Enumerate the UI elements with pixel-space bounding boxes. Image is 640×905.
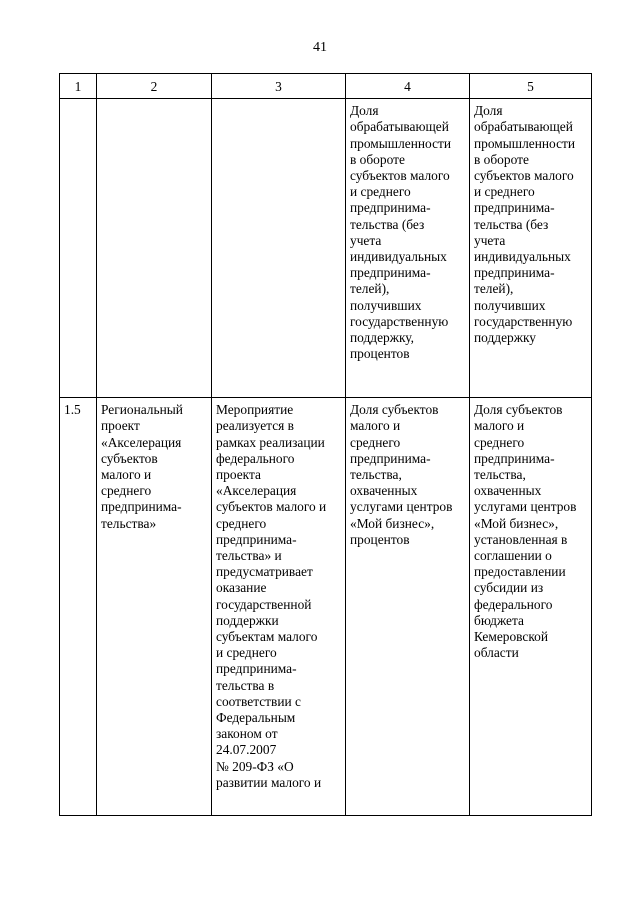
table-cell-indicator-alt	[470, 99, 592, 398]
cell-text: 1.5	[64, 402, 81, 418]
table-cell-number	[60, 99, 97, 398]
cell-text: Региональный проект «Акселерация субъектов малого и среднего предпринима- тельства»	[101, 402, 183, 531]
header-cell-1: 1	[60, 74, 97, 99]
header-cell-3: 3	[212, 74, 346, 99]
table-cell-project	[97, 99, 212, 398]
table-cell-project	[97, 398, 212, 816]
cell-text: Мероприятие реализуется в рамках реализации федерального проекта «Акселерация субъектов малого и среднего предпринима- тельства» и предусматривает оказание государственной поддержки субъектам малого и среднего предпринима- тельства в соответствии с Федеральным законом от 24.07.2007 № 209-ФЗ «О развитии малого и	[216, 402, 327, 790]
table-cell-number	[60, 398, 97, 816]
table-row	[60, 398, 592, 816]
table-cell-indicator	[346, 99, 470, 398]
table-cell-indicator	[346, 398, 470, 816]
page-number: 41	[313, 40, 327, 55]
table-cell-description	[212, 398, 346, 816]
table-row	[60, 99, 592, 398]
cell-text: Доля субъектов малого и среднего предпринима- тельства, охваченных услугами центров «Мой бизнес», процентов	[350, 402, 453, 547]
cell-text: Доля субъектов малого и среднего предпринима- тельства, охваченных услугами центров «Мой бизнес», установленная в соглашении о предоставлении субсидии из федерального бюджета Кемеровской области	[474, 402, 577, 661]
header-cell-4: 4	[346, 74, 470, 99]
table-cell-description	[212, 99, 346, 398]
cell-text: Доля обрабатывающей промышленности в обороте субъектов малого и среднего предпринима- тельства (без учета индивидуальных предпринима- телей), получивших государственную поддержку, процентов	[350, 103, 452, 362]
document-table	[59, 73, 592, 816]
table-cell-indicator-alt	[470, 398, 592, 816]
cell-text: Доля обрабатывающей промышленности в обороте субъектов малого и среднего предпринима- тельства (без учета индивидуальных предпринима- телей), получивших государственную поддержку	[474, 103, 576, 346]
header-cell-2: 2	[97, 74, 212, 99]
header-cell-5: 5	[470, 74, 592, 99]
table-header-row	[60, 74, 592, 99]
